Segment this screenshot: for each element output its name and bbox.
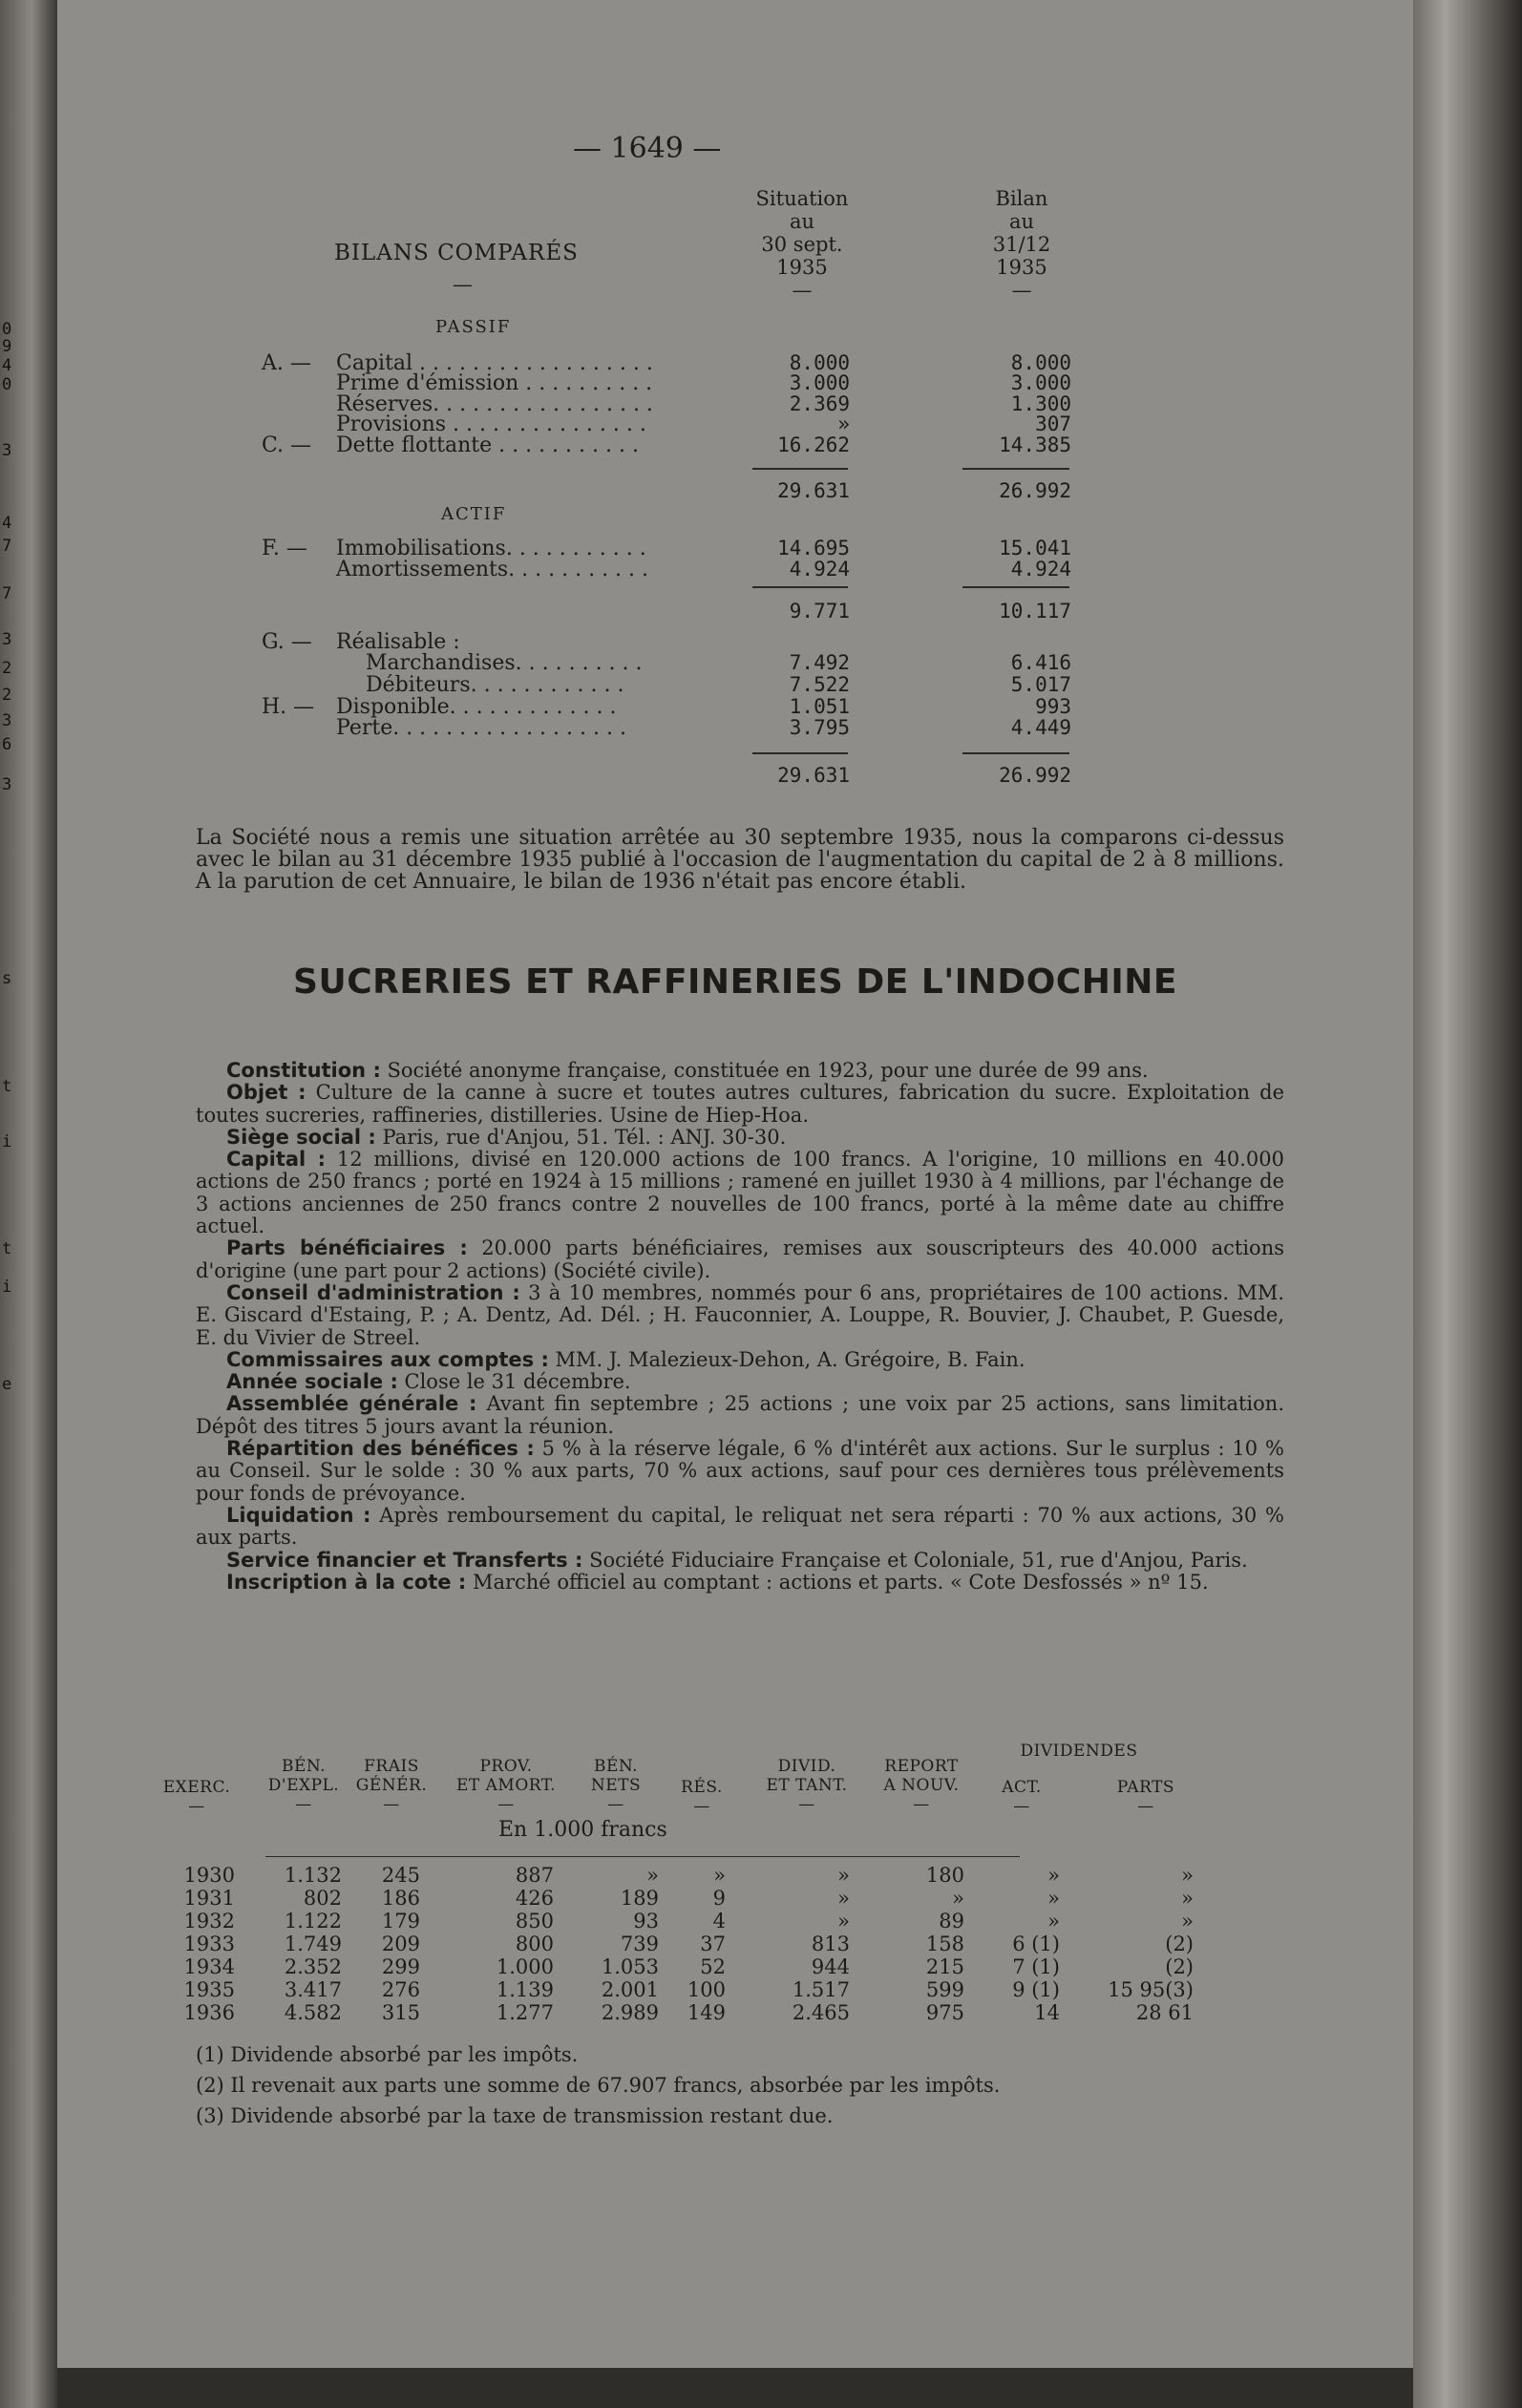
info-paragraph <box>196 1237 1284 1282</box>
table-cell: 2.352 <box>284 1955 342 1978</box>
header-dash: — <box>693 1797 710 1816</box>
header-line: 30 sept. <box>761 233 843 256</box>
situation-value: 7.522 <box>789 673 850 696</box>
row-label: Réserves. . . . . . . . . . . . . . . . . <box>336 392 653 416</box>
table-cell: 28 61 <box>1135 2001 1194 2024</box>
table-cell: » <box>1181 1887 1194 1910</box>
row-label: Débiteurs. . . . . . . . . . . . <box>366 673 624 697</box>
info-text: MM. J. Malezieux-Dehon, A. Grégoire, B. Fain. <box>548 1347 1025 1371</box>
table-cell: » <box>837 1864 850 1887</box>
header-dash: — <box>1013 1797 1030 1816</box>
table-cell: 7 (1) <box>1012 1955 1060 1978</box>
info-paragraph <box>196 1127 1284 1149</box>
header-line: 31/12 <box>992 233 1051 256</box>
table-cell: 37 <box>700 1933 726 1955</box>
table-cell: (2) <box>1165 1933 1194 1955</box>
info-text: 20.000 parts bénéficiaires, remises aux souscripteurs des 40.000 actions d'origine (une part pour 2 actions) (Société civile). <box>196 1236 1284 1282</box>
margin-mark: t <box>2 1077 12 1096</box>
info-paragraph <box>196 1505 1284 1550</box>
subtotal-rule <box>752 586 848 588</box>
table-cell: 1.139 <box>496 1978 554 2001</box>
table-cell: 887 <box>515 1864 554 1887</box>
header-dash: — <box>1137 1797 1154 1816</box>
bilan-value: 6.416 <box>1010 651 1071 674</box>
table-cell: 6 (1) <box>1012 1933 1060 1955</box>
column-header <box>869 1757 974 1814</box>
subtotal-rule <box>962 752 1069 754</box>
row-letter: G. — <box>262 630 312 654</box>
header-line: FRAIS <box>364 1757 419 1776</box>
info-label: Parts bénéficiaires : <box>226 1236 468 1260</box>
table-cell: 93 <box>633 1910 659 1933</box>
table-cell: 4 <box>712 1910 726 1933</box>
header-dash: — <box>497 1795 515 1814</box>
table-cell: 1.053 <box>601 1955 659 1978</box>
page-bottom-shadow <box>57 2368 1413 2408</box>
table-cell: 1934 <box>183 1955 235 1978</box>
bilan-value: 1.300 <box>1010 392 1071 415</box>
table-cell: 975 <box>925 2001 964 2024</box>
row-label: Capital . . . . . . . . . . . . . . . . . . <box>336 351 653 375</box>
table-cell: 1.517 <box>792 1978 850 2001</box>
column-header <box>668 1778 735 1816</box>
margin-mark: 3 <box>2 711 12 730</box>
margin-mark: e <box>2 1375 12 1394</box>
footnote: (3) Dividende absorbé par la taxe de transmission restant due. <box>196 2104 834 2127</box>
situation-value: 29.631 <box>777 479 850 502</box>
table-cell: 315 <box>381 2001 420 2024</box>
table-cell: 1.132 <box>284 1864 342 1887</box>
bilan-value: 3.000 <box>1010 371 1071 394</box>
header-line: REPORT <box>884 1757 959 1776</box>
header-line: EXERC. <box>162 1778 231 1797</box>
subtotal-rule <box>962 468 1069 470</box>
situation-value: 14.695 <box>777 537 850 560</box>
table-cell: 180 <box>925 1864 964 1887</box>
info-paragraph <box>196 1060 1284 1082</box>
row-label: Amortissements. . . . . . . . . . . <box>336 558 649 581</box>
info-text: Marché officiel au comptant : actions et parts. « Cote Desfossés » nº 15. <box>466 1570 1209 1594</box>
column-header <box>149 1778 244 1816</box>
info-label: Conseil d'administration : <box>226 1280 520 1304</box>
header-line: ET AMORT. <box>455 1776 557 1795</box>
book-page <box>57 0 1413 2368</box>
header-dash: — <box>607 1795 624 1814</box>
margin-mark: 2 <box>2 659 12 678</box>
table-cell: 215 <box>925 1955 964 1978</box>
margin-mark: 0 <box>2 375 12 394</box>
row-label: Perte. . . . . . . . . . . . . . . . . . <box>336 716 626 740</box>
table-cell: 599 <box>925 1978 964 2001</box>
balance-title-dash: — <box>453 273 473 296</box>
passif-heading: PASSIF <box>435 317 512 337</box>
info-label: Liquidation : <box>226 1503 371 1527</box>
table-cell: 1930 <box>183 1864 235 1887</box>
header-line: — <box>792 279 813 302</box>
info-text: Après remboursement du capital, le reliquat net sera réparti : 70 % aux actions, 30 % aux parts. <box>196 1503 1284 1550</box>
info-label: Commissaires aux comptes : <box>226 1347 549 1371</box>
header-line: — <box>1011 279 1032 302</box>
header-dash: — <box>913 1795 930 1814</box>
bilan-value: 10.117 <box>999 600 1071 623</box>
info-paragraph <box>196 1149 1284 1237</box>
header-line: GÉNÉR. <box>355 1776 428 1795</box>
column-header <box>353 1757 430 1814</box>
table-cell: 149 <box>687 2001 726 2024</box>
footnote: (1) Dividende absorbé par les impôts. <box>196 2043 579 2066</box>
margin-mark: 7 <box>2 584 12 603</box>
row-letter: C. — <box>262 433 312 457</box>
table-cell: 9 (1) <box>1012 1978 1060 2001</box>
info-text: 5 % à la réserve légale, 6 % d'intérêt aux actions. Sur le surplus : 10 % au Conseil. Sur le solde : 30 % aux parts, 70 % aux actions, sauf pour ces dernières tous prélèvements pour fonds de prévoyance. <box>196 1437 1284 1505</box>
unit-label: En 1.000 francs <box>498 1818 667 1842</box>
header-line: BÉN. <box>281 1757 327 1776</box>
info-text: Société Fiduciaire Française et Coloniale, 51, rue d'Anjou, Paris. <box>582 1548 1248 1572</box>
row-label: Prime d'émission . . . . . . . . . . <box>336 371 653 395</box>
header-line: BÉN. <box>593 1757 639 1776</box>
table-cell: 9 <box>712 1887 726 1910</box>
bilan-value: 307 <box>1035 412 1071 435</box>
info-text: Société anonyme française, constituée en 1923, pour une durée de 99 ans. <box>380 1059 1149 1082</box>
column-header <box>974 1778 1069 1816</box>
table-cell: 14 <box>1034 2001 1060 2024</box>
row-letter: F. — <box>262 537 307 560</box>
bilan-value: 4.449 <box>1010 716 1071 739</box>
info-paragraph <box>196 1082 1284 1127</box>
table-cell: 1933 <box>183 1933 235 1955</box>
header-line: A NOUV. <box>883 1776 960 1795</box>
column-header <box>563 1757 668 1814</box>
header-dash: — <box>798 1795 815 1814</box>
margin-mark: i <box>2 1132 12 1151</box>
table-cell: 209 <box>381 1933 420 1955</box>
info-paragraph <box>196 1550 1284 1572</box>
header-line: au <box>789 210 815 233</box>
situation-value: 1.051 <box>789 695 850 718</box>
info-paragraph <box>196 1572 1284 1594</box>
row-label: Disponible. . . . . . . . . . . . . <box>336 695 617 719</box>
margin-mark: 4 <box>2 356 12 375</box>
table-cell: » <box>1047 1887 1060 1910</box>
actif-heading: ACTIF <box>441 504 507 524</box>
info-label: Constitution : <box>226 1059 381 1082</box>
bilan-value: 26.992 <box>999 479 1071 502</box>
row-label: Provisions . . . . . . . . . . . . . . . <box>336 412 646 436</box>
bilan-value: 14.385 <box>999 433 1071 456</box>
info-paragraph <box>196 1438 1284 1505</box>
balance-title: BILANS COMPARÉS <box>334 241 579 265</box>
margin-mark: 3 <box>2 775 12 794</box>
table-cell: 245 <box>381 1864 420 1887</box>
row-letter: H. — <box>262 695 315 719</box>
subtotal-rule <box>752 752 848 754</box>
table-cell: 299 <box>381 1955 420 1978</box>
table-cell: 1936 <box>183 2001 235 2024</box>
table-cell: » <box>837 1910 850 1933</box>
header-line: 1935 <box>776 256 828 279</box>
column-header <box>256 1757 351 1814</box>
info-label: Objet : <box>226 1081 307 1105</box>
margin-mark: 4 <box>2 514 12 533</box>
table-cell: 802 <box>303 1887 342 1910</box>
bilan-value: 26.992 <box>999 764 1071 787</box>
info-text: Avant fin septembre ; 25 actions ; une voix par 25 actions, sans limitation. Dépôt des titres 5 jours avant la réunion. <box>196 1392 1284 1438</box>
margin-mark: i <box>2 1278 12 1297</box>
table-cell: 158 <box>925 1933 964 1955</box>
unit-rule <box>265 1856 1020 1857</box>
info-label: Année sociale : <box>226 1370 398 1394</box>
table-cell: 89 <box>939 1910 964 1933</box>
table-cell: 3.417 <box>284 1978 342 2001</box>
situation-column-header <box>726 187 878 302</box>
column-header <box>449 1757 563 1814</box>
header-line: NETS <box>590 1776 642 1795</box>
header-line: RÉS. <box>681 1778 723 1797</box>
table-cell: » <box>1181 1910 1194 1933</box>
margin-mark: 3 <box>2 630 12 649</box>
situation-value: 9.771 <box>789 600 850 623</box>
table-cell: 2.001 <box>601 1978 659 2001</box>
info-text: Culture de la canne à sucre et toutes autres cultures, fabrication du sucre. Exploitation de toutes sucreries, raffineries, distilleries. Usine de Hiep-Hoa. <box>196 1081 1284 1127</box>
table-cell: » <box>837 1887 850 1910</box>
info-text: 3 à 10 membres, nommés pour 6 ans, propriétaires de 100 actions. MM. E. Giscard d'Estaing, P. ; A. Dentz, Ad. Dél. ; H. Fauconnier, A. Louppe, R. Bouvier, J. Chaubet, P. Guesde, E. du Vivier de Streel. <box>196 1280 1284 1349</box>
header-line: DIVID. <box>777 1757 836 1776</box>
company-info <box>196 1060 1284 1594</box>
table-cell: 813 <box>811 1933 850 1955</box>
header-line: D'EXPL. <box>267 1776 340 1795</box>
subtotal-rule <box>962 586 1069 588</box>
page-fore-edge <box>1413 0 1522 2408</box>
table-cell: 426 <box>515 1887 554 1910</box>
situation-value: 4.924 <box>789 558 850 581</box>
situation-value: 29.631 <box>777 764 850 787</box>
table-cell: 944 <box>811 1955 850 1978</box>
page-number: — 1649 — <box>573 132 722 165</box>
situation-value: 2.369 <box>789 392 850 415</box>
bilan-value: 4.924 <box>1010 558 1071 581</box>
table-cell: 1932 <box>183 1910 235 1933</box>
header-line: Bilan <box>995 187 1048 210</box>
table-cell: 179 <box>381 1910 420 1933</box>
header-line: PROV. <box>479 1757 533 1776</box>
table-cell: » <box>952 1887 964 1910</box>
info-label: Répartition des bénéfices : <box>226 1437 535 1461</box>
footnote: (2) Il revenait aux parts une somme de 67.907 francs, absorbée par les impôts. <box>196 2074 1001 2097</box>
table-cell: 1935 <box>183 1978 235 2001</box>
table-cell: 100 <box>687 1978 726 2001</box>
row-letter: A. — <box>262 351 311 375</box>
bilan-column-header <box>945 187 1098 302</box>
info-label: Capital : <box>226 1148 327 1172</box>
margin-mark: t <box>2 1239 12 1258</box>
table-cell: 2.465 <box>792 2001 850 2024</box>
table-cell: 1.277 <box>496 2001 554 2024</box>
table-cell: » <box>1047 1910 1060 1933</box>
table-cell: » <box>646 1864 659 1887</box>
margin-mark: 9 <box>2 337 12 356</box>
row-label: Marchandises. . . . . . . . . . <box>366 651 643 675</box>
column-header <box>1089 1778 1203 1816</box>
situation-value: 8.000 <box>789 351 850 374</box>
balance-note: La Société nous a remis une situation arrêtée au 30 septembre 1935, nous la comparons ci-dessus avec le bilan au 31 décembre 1935 publié à l'occasion de l'augmentation du capital de 2 à 8 millions. A la parution de cet Annuaire, le bilan de 1936 n'était pas encore établi. <box>196 826 1284 894</box>
margin-mark: s <box>2 969 12 988</box>
table-cell: 1931 <box>183 1887 235 1910</box>
table-cell: 1.749 <box>284 1933 342 1955</box>
bilan-value: 15.041 <box>999 537 1071 560</box>
bilan-value: 993 <box>1035 695 1071 718</box>
bilan-value: 8.000 <box>1010 351 1071 374</box>
situation-value: 16.262 <box>777 433 850 456</box>
company-title: SUCRERIES ET RAFFINERIES DE L'INDOCHINE <box>293 962 1177 1002</box>
table-cell: 189 <box>620 1887 659 1910</box>
header-dash: — <box>295 1795 312 1814</box>
table-cell: (2) <box>1165 1955 1194 1978</box>
header-line: au <box>1008 210 1035 233</box>
situation-value: 3.000 <box>789 371 850 394</box>
info-text: 12 millions, divisé en 120.000 actions de 100 francs. A l'origine, 10 millions en 40.000 actions de 250 francs ; porté en 1924 à 15 millions ; ramené en juillet 1930 à 4 millions, par l'échange de 3 actions anciennes de 250 francs contre 2 nouvelles de 100 francs, porté à la même date au chiffre actuel. <box>196 1148 1285 1238</box>
table-cell: » <box>1181 1864 1194 1887</box>
table-cell: 850 <box>515 1910 554 1933</box>
row-label: Réalisable : <box>336 630 460 654</box>
situation-value: 7.492 <box>789 651 850 674</box>
table-cell: 1.122 <box>284 1910 342 1933</box>
column-header <box>754 1757 859 1814</box>
header-dash: — <box>383 1795 400 1814</box>
header-line: PARTS <box>1116 1778 1175 1797</box>
table-cell: 1.000 <box>496 1955 554 1978</box>
row-label: Dette flottante . . . . . . . . . . . <box>336 433 639 457</box>
margin-mark: 6 <box>2 735 12 754</box>
table-cell: 186 <box>381 1887 420 1910</box>
table-cell: 4.582 <box>284 2001 342 2024</box>
margin-mark: 0 <box>2 320 12 339</box>
info-text: Paris, rue d'Anjou, 51. Tél. : ANJ. 30-30. <box>375 1125 787 1149</box>
table-cell: 15 95(3) <box>1108 1978 1194 2001</box>
info-paragraph <box>196 1393 1284 1438</box>
situation-value: 3.795 <box>789 716 850 739</box>
margin-mark: 7 <box>2 537 12 556</box>
table-cell: 739 <box>620 1933 659 1955</box>
info-text: Close le 31 décembre. <box>397 1370 631 1394</box>
info-paragraph <box>196 1371 1284 1393</box>
margin-mark: 2 <box>2 686 12 705</box>
situation-value: » <box>837 412 850 435</box>
row-label: Immobilisations. . . . . . . . . . . <box>336 537 646 560</box>
info-label: Inscription à la cote : <box>226 1570 467 1594</box>
info-label: Assemblée générale : <box>226 1392 477 1416</box>
header-dash: — <box>188 1797 205 1816</box>
info-label: Siège social : <box>226 1125 376 1149</box>
info-paragraph <box>196 1349 1284 1371</box>
table-cell: 276 <box>381 1978 420 2001</box>
info-paragraph <box>196 1282 1284 1349</box>
table-cell: » <box>1047 1864 1060 1887</box>
info-label: Service financier et Transferts : <box>226 1548 583 1572</box>
header-line: ACT. <box>1002 1778 1042 1797</box>
table-cell: 800 <box>515 1933 554 1955</box>
header-line: ET TANT. <box>766 1776 848 1795</box>
dividendes-group-header: DIVIDENDES <box>1020 1742 1138 1761</box>
subtotal-rule <box>752 468 848 470</box>
header-line: 1935 <box>996 256 1047 279</box>
margin-mark: 3 <box>2 441 12 460</box>
table-cell: » <box>713 1864 726 1887</box>
table-cell: 2.989 <box>601 2001 659 2024</box>
bilan-value: 5.017 <box>1010 673 1071 696</box>
table-cell: 52 <box>700 1955 726 1978</box>
header-line: Situation <box>755 187 849 210</box>
